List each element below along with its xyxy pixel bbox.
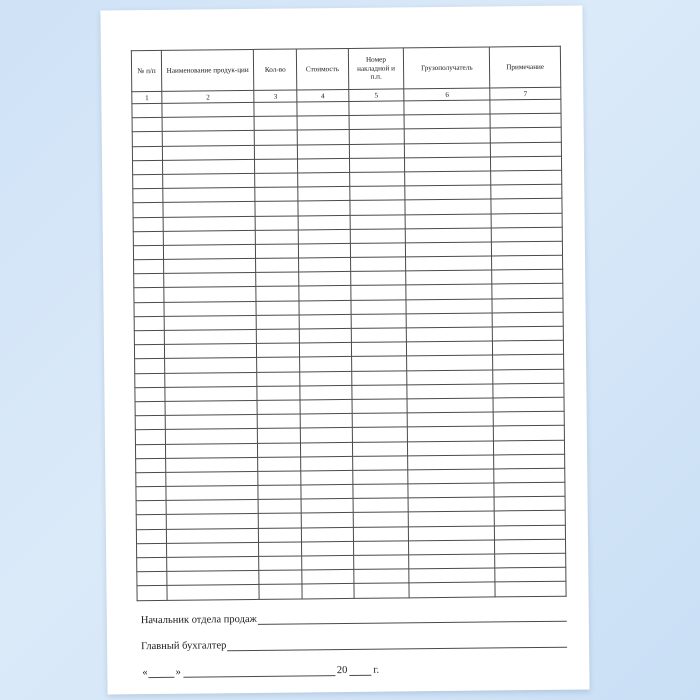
table-cell[interactable] [494,496,565,511]
table-cell[interactable] [352,470,408,485]
table-cell[interactable] [490,113,561,128]
table-cell[interactable] [491,156,562,171]
table-cell[interactable] [257,329,300,344]
column-index-2: 2 [162,90,254,103]
table-cell[interactable] [133,245,163,260]
table-cell[interactable] [164,344,256,359]
table-cell[interactable] [493,340,564,355]
table-cell[interactable] [495,539,566,554]
signature-row-sales-head [137,610,567,626]
table-cell[interactable] [162,102,254,117]
table-cell[interactable] [492,241,563,256]
table-cell[interactable] [165,386,257,401]
table-cell[interactable] [494,511,565,526]
table-cell[interactable] [167,571,259,586]
table-cell[interactable] [299,258,351,273]
date-day-input[interactable] [149,667,175,677]
table-cell[interactable] [349,158,405,173]
table-cell[interactable] [166,457,258,472]
table-cell[interactable] [258,442,301,457]
page-content [131,46,568,678]
table-cell[interactable] [164,315,256,330]
table-cell[interactable] [491,199,562,214]
table-cell[interactable] [491,213,562,228]
table-cell[interactable] [407,327,493,342]
table-cell[interactable] [406,256,492,271]
table-cell[interactable] [135,359,165,374]
table-cell[interactable] [350,214,406,229]
table-cell[interactable] [349,186,405,201]
table-cell[interactable] [134,288,164,303]
column-header-consignee: Грузополучатель [404,47,490,89]
table-cell[interactable] [257,372,300,387]
table-cell[interactable] [493,397,564,412]
table-cell[interactable] [302,555,354,570]
table-cell[interactable] [491,170,562,185]
table-cell[interactable] [256,258,299,273]
table-cell[interactable] [259,556,302,571]
table-cell[interactable] [136,458,166,473]
table-cell[interactable] [404,100,490,115]
table-cell[interactable] [349,143,405,158]
signature-label-sales-head: Начальник отдела продаж [140,613,257,626]
table-cell[interactable] [353,484,409,499]
table-cell[interactable] [299,243,351,258]
table-cell[interactable] [256,272,299,287]
table-cell[interactable] [408,426,494,441]
table-cell[interactable] [133,160,163,175]
table-cell[interactable] [167,585,259,600]
table-cell[interactable] [255,230,298,245]
table-cell[interactable] [351,385,407,400]
table-cell[interactable] [167,556,259,571]
table-cell[interactable] [259,528,302,543]
table-cell[interactable] [134,330,164,345]
table-cell[interactable] [405,213,491,228]
table-cell[interactable] [299,328,351,343]
table-cell[interactable] [137,543,167,558]
table-cell[interactable] [405,128,491,143]
table-cell[interactable] [354,583,410,598]
table-cell[interactable] [351,328,407,343]
table-cell[interactable] [255,215,298,230]
table-cell[interactable] [352,427,408,442]
table-cell[interactable] [299,300,351,315]
table-cell[interactable] [135,387,165,402]
table-cell[interactable] [408,483,494,498]
table-cell[interactable] [256,301,299,316]
table-cell[interactable] [408,412,494,427]
table-cell[interactable] [258,499,301,514]
table-cell[interactable] [405,143,491,158]
table-cell[interactable] [492,312,563,327]
table-cell[interactable] [135,444,165,459]
table-cell[interactable] [133,231,163,246]
table-cell[interactable] [409,568,495,583]
table-cell[interactable] [162,117,254,132]
table-cell[interactable] [490,99,561,114]
table-cell[interactable] [136,486,166,501]
table-body [132,99,566,600]
table-cell[interactable] [299,286,351,301]
table-cell[interactable] [405,199,491,214]
table-cell[interactable] [297,130,349,145]
table-cell[interactable] [298,201,350,216]
table-cell[interactable] [165,443,257,458]
table-cell[interactable] [136,472,166,487]
table-header [131,46,561,103]
signature-row-chief-accountant [137,636,567,652]
table-cell[interactable] [259,542,302,557]
table-cell[interactable] [166,528,258,543]
table-cell[interactable] [351,299,407,314]
table-cell[interactable] [349,101,405,116]
date-close-quote: » [175,666,181,678]
table-cell[interactable] [405,185,491,200]
table-cell[interactable] [301,442,353,457]
table-cell[interactable] [133,217,163,232]
table-cell[interactable] [298,158,350,173]
table-cell[interactable] [300,399,352,414]
table-cell[interactable] [137,586,167,601]
table-cell[interactable] [408,497,494,512]
table-header-row [131,46,560,91]
table-cell[interactable] [258,513,301,528]
table-cell[interactable] [136,529,166,544]
table-cell[interactable] [352,456,408,471]
table-cell[interactable] [407,398,493,413]
table-cell[interactable] [258,471,301,486]
date-month-input[interactable] [183,666,335,678]
table-cell[interactable] [165,400,257,415]
table-cell[interactable] [133,189,163,204]
table-cell[interactable] [350,257,406,272]
table-cell[interactable] [406,242,492,257]
table-cell[interactable] [257,357,300,372]
table-cell[interactable] [494,482,565,497]
table-cell[interactable] [409,582,495,597]
table-cell[interactable] [298,215,350,230]
table-cell[interactable] [350,285,406,300]
table-cell[interactable] [352,441,408,456]
table-cell[interactable] [409,526,495,541]
table-cell[interactable] [405,171,491,186]
table-cell[interactable] [255,159,298,174]
table-cell[interactable] [353,498,409,513]
table-cell[interactable] [163,244,255,259]
column-header-note: Примечание [490,46,561,88]
table-cell[interactable] [257,414,300,429]
table-cell[interactable] [297,116,349,131]
table-cell[interactable] [353,555,409,570]
table-cell[interactable] [493,411,564,426]
table-cell[interactable] [298,172,350,187]
table-cell[interactable] [409,540,495,555]
table-cell[interactable] [491,184,562,199]
table-cell[interactable] [351,370,407,385]
table-cell[interactable] [492,326,563,341]
table-cell[interactable] [300,343,352,358]
table-cell[interactable] [353,512,409,527]
table-cell[interactable] [136,515,166,530]
shipment-register-table [131,46,567,601]
table-cell[interactable] [493,383,564,398]
table-cell[interactable] [256,244,299,259]
table-cell[interactable] [409,511,495,526]
table-cell[interactable] [299,314,351,329]
table-cell[interactable] [257,400,300,415]
table-cell[interactable] [254,116,297,131]
table-cell[interactable] [165,429,257,444]
table-cell[interactable] [495,567,566,582]
table-cell[interactable] [163,202,255,217]
column-header-cost: Стоимость [296,48,348,90]
table-cell[interactable] [136,501,166,516]
table-cell[interactable] [298,229,350,244]
table-cell[interactable] [164,287,256,302]
table-cell[interactable] [132,118,162,133]
table-cell[interactable] [255,187,298,202]
table-cell[interactable] [493,426,564,441]
date-open-quote: « [142,666,148,678]
table-cell[interactable] [166,514,258,529]
table-cell[interactable] [492,284,563,299]
table-cell[interactable] [408,469,494,484]
table-cell[interactable] [352,413,408,428]
column-index-3: 3 [254,90,297,102]
date-year-suffix: г. [373,664,380,676]
table-cell[interactable] [301,470,353,485]
table-cell[interactable] [409,554,495,569]
table-cell[interactable] [134,302,164,317]
table-cell[interactable] [135,430,165,445]
table-cell[interactable] [301,484,353,499]
table-cell[interactable] [301,527,353,542]
table-cell[interactable] [352,399,408,414]
signature-input-chief-accountant[interactable] [227,637,567,651]
table-cell[interactable] [259,570,302,585]
table-cell[interactable] [256,286,299,301]
table-cell[interactable] [353,569,409,584]
signature-block [137,610,568,677]
table-cell[interactable] [301,456,353,471]
table-cell[interactable] [254,102,297,117]
table-cell[interactable] [407,370,493,385]
table-cell[interactable] [301,499,353,514]
table-cell[interactable] [164,329,256,344]
table-cell[interactable] [350,229,406,244]
table-cell[interactable] [163,188,255,203]
column-index-5: 5 [348,89,404,102]
table-cell[interactable] [133,203,163,218]
table-cell[interactable] [349,129,405,144]
table-cell[interactable] [408,440,494,455]
table-cell[interactable] [163,230,255,245]
table-cell[interactable] [132,103,162,118]
table-cell[interactable] [495,582,566,597]
signature-input-sales-head[interactable] [258,611,567,624]
table-cell[interactable] [407,384,493,399]
table-cell[interactable] [297,144,349,159]
date-year-input[interactable] [349,665,371,675]
table-cell[interactable] [407,341,493,356]
table-cell[interactable] [406,228,492,243]
table-cell[interactable] [163,216,255,231]
table-cell[interactable] [493,355,564,370]
table-cell[interactable] [166,471,258,486]
table-cell[interactable] [298,187,350,202]
table-cell[interactable] [350,200,406,215]
table-cell[interactable] [494,468,565,483]
table-cell[interactable] [349,115,405,130]
table-cell[interactable] [301,513,353,528]
date-year-prefix: 20 [336,664,348,676]
table-cell[interactable] [492,298,563,313]
table-cell[interactable] [137,572,167,587]
table-cell[interactable] [255,201,298,216]
table-cell[interactable] [165,358,257,373]
table-cell[interactable] [254,130,297,145]
table-cell[interactable] [164,258,256,273]
table-cell[interactable] [259,584,302,599]
table-cell[interactable] [166,485,258,500]
table-cell[interactable] [491,227,562,242]
table-cell[interactable] [134,259,164,274]
table-cell[interactable] [300,385,352,400]
table-cell[interactable] [299,272,351,287]
table-cell[interactable] [163,173,255,188]
table-cell[interactable] [297,101,349,116]
table-cell[interactable] [134,274,164,289]
table-cell[interactable] [165,415,257,430]
table-cell[interactable] [135,373,165,388]
table-cell[interactable] [350,243,406,258]
table-cell[interactable] [353,541,409,556]
table-cell[interactable] [255,173,298,188]
table-cell[interactable] [255,145,298,160]
table-cell[interactable] [162,145,254,160]
table-cell[interactable] [490,128,561,143]
table-cell[interactable] [134,345,164,360]
column-index-4: 4 [297,89,349,102]
table-cell[interactable] [495,525,566,540]
table-cell[interactable] [300,371,352,386]
table-cell[interactable] [162,131,254,146]
column-index-6: 6 [404,88,490,101]
table-cell[interactable] [300,414,352,429]
table-cell[interactable] [165,372,257,387]
table-cell[interactable] [132,146,162,161]
table-cell[interactable] [492,255,563,270]
column-header-number: № п/п [131,50,161,91]
table-cell[interactable] [404,114,490,129]
document-page [100,5,589,694]
table-cell[interactable] [258,457,301,472]
date-line [137,662,567,678]
table-cell[interactable] [164,273,256,288]
signature-label-chief-accountant: Главный бухгалтер [141,639,227,652]
table-cell[interactable] [258,428,301,443]
table-cell[interactable] [133,174,163,189]
table-cell[interactable] [256,315,299,330]
column-header-product-name: Наименование продук-ции [161,49,254,91]
column-index-7: 7 [490,87,561,100]
table-cell[interactable] [349,172,405,187]
table-cell[interactable] [351,356,407,371]
table-cell[interactable] [495,553,566,568]
table-cell[interactable] [257,386,300,401]
table-cell[interactable] [351,314,407,329]
table-cell[interactable] [406,313,492,328]
table-cell[interactable] [166,500,258,515]
table-cell[interactable] [406,299,492,314]
table-cell[interactable] [494,440,565,455]
table-cell[interactable] [302,570,354,585]
table-cell[interactable] [406,284,492,299]
table-cell[interactable] [137,557,167,572]
table-cell[interactable] [406,270,492,285]
table-cell[interactable] [493,369,564,384]
table-cell[interactable] [353,526,409,541]
table-cell[interactable] [300,357,352,372]
table-cell[interactable] [167,542,259,557]
table-cell[interactable] [135,416,165,431]
table-cell[interactable] [164,301,256,316]
table-cell[interactable] [351,342,407,357]
table-cell[interactable] [407,355,493,370]
table-cell[interactable] [302,541,354,556]
table-cell[interactable] [302,584,354,599]
table-cell[interactable] [132,132,162,147]
table-cell[interactable] [135,401,165,416]
table-cell[interactable] [491,142,562,157]
table-cell[interactable] [300,428,352,443]
table-cell[interactable] [258,485,301,500]
column-index-1: 1 [132,91,162,103]
table-cell[interactable] [257,343,300,358]
column-header-quantity: Кол-во [254,49,297,90]
table-cell[interactable] [492,269,563,284]
table-cell[interactable] [134,316,164,331]
table-cell[interactable] [494,454,565,469]
column-header-invoice-number: Номер накладной и п.п. [348,48,404,90]
table-cell[interactable] [405,157,491,172]
table-cell[interactable] [350,271,406,286]
table-cell[interactable] [408,455,494,470]
table-cell[interactable] [163,159,255,174]
